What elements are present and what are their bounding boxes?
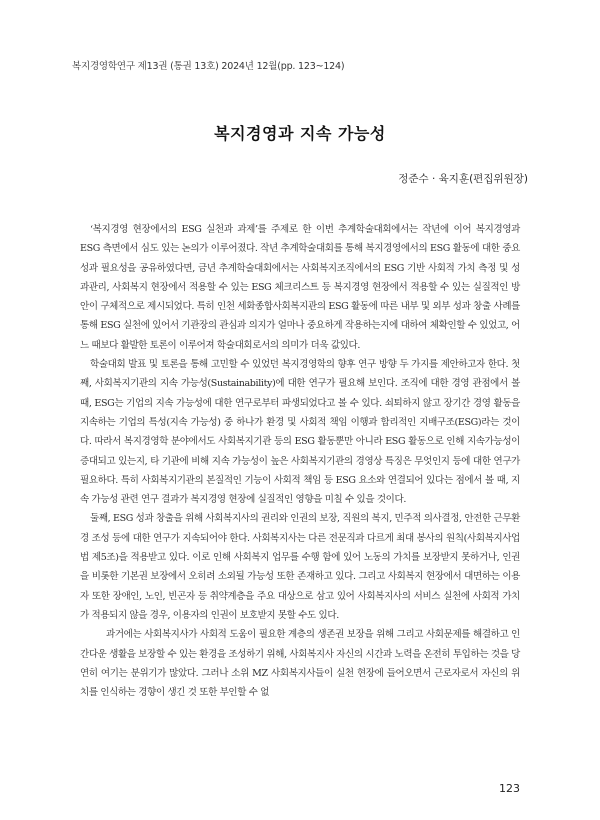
body-paragraph: 둘째, ESG 성과 창출을 위해 사회복지사의 권리와 인권의 보장, 직원의 복지, 민주적 의사결정, 안전한 근무환경 조성 등에 대한 연구가 지속되어야 한다. 사회복지사는 다른 전문직과 다르게 최대 봉사의 원칙(사회복지사업법 제5조)을 적용받고 있다. 이로 인해 사회복지 업무를 수행 함에 있어 노동의 가치를 보장받지 못하거나, 인권을 비롯한 기본권 보장에서 오히려 소외될 가능성 또한 존재하고 있다. 그리고 사회복지 현장에서 대면하는 이용자 또한 장애인, 노인, 빈곤자 등 취약계층을 주요 대상으로 삼고 있어 사회복지사의 서비스 실천에 사회적 가치가 적용되지 않을 경우, 이용자의 인권이 보호받지 못할 수도 있다. (80, 513, 520, 621)
body-paragraph: 과거에는 사회복지사가 사회적 도움이 필요한 계층의 생존권 보장을 위해 그리고 사회문제를 해결하고 인간다운 생활을 보장할 수 있는 환경을 조성하기 위해, 사회복지사 자신의 시간과 노력을 온전히 투입하는 것을 당연히 여기는 분위기가 많았다. 그러나 소위 MZ 사회복지사들이 실천 현장에 들어오면서 근로자로서 자신의 위치를 인식하는 경향이 생긴 것 또한 부인할 수 없 (80, 629, 520, 699)
article-title: 복지경영과 지속 가능성 (214, 124, 386, 143)
body-paragraph: ‘복지경영 현장에서의 ESG 실천과 과제’를 주제로 한 이번 추계학술대회에서는 작년에 이어 복지경영과 ESG 측면에서 심도 있는 논의가 이루어졌다. 작년 추계학술대회를 통해 복지경영에서의 ESG 활동에 대한 중요성과 필요성을 공유하였다면, 금년 추계학술대회에서는 사회복지조직에서의 ESG 기반 사회적 가치 측정 및 성과관리, 사회복지 현장에서 적용할 수 있는 ESG 체크리스트 등 복지경영 현장에서 적용할 수 있는 실질적인 방안이 구체적으로 제시되었다. 특히 인천 세화종합사회복지관의 ESG 활동에 따른 내부 및 외부 성과 창출 사례를 통해 ESG 실천에 있어서 기관장의 관심과 의지가 얼마나 중요하게 작용하는지에 대하여 체확인할 수 있었고, 어느 때보다 활발한 토론이 이루어져 학술대회로서의 의미가 더욱 값있다. (80, 224, 520, 351)
article-authors: 정준수 · 육지훈(편집위원장) (398, 173, 528, 185)
page-number: 123 (499, 782, 520, 795)
running-head: 복지경영학연구 제13권 (통권 13호) 2024년 12월(pp. 123~124) (72, 61, 345, 72)
body-paragraph: 학술대회 발표 및 토론을 통해 고민할 수 있었던 복지경영학의 향후 연구 방향 두 가지를 제안하고자 한다. 첫째, 사회복지기관의 지속 가능성(Sustainability)에 대한 연구가 필요해 보인다. 조직에 대한 경영 관점에서 볼 때, ESG는 기업의 지속 가능성에 대한 연구로부터 파생되었다고 볼 수 있다. 쇠퇴하지 않고 장기간 경영 활동을 지속하는 기업의 특성(지속 가능성) 중 하나가 환경 및 사회적 책임 이행과 합리적인 지배구조(ESG)라는 것이다. 따라서 복지경영학 분야에서도 사회복지기관 등의 ESG 활동뿐만 아니라 ESG 활동으로 인해 지속가능성이 증대되고 있는지, 타 기관에 비해 지속 가능성이 높은 사회복지기관의 경영상 특징은 무엇인지 등에 대한 연구가 필요하다. 특히 사회복지기관의 본질적인 기능이 사회적 책임 등 ESG 요소와 연결되어 있다는 점에서 볼 때, 지속 가능성 관련 연구 결과가 복지경영 현장에 실질적인 영향을 미칠 수 있을 것이다. (80, 359, 520, 506)
article-body (80, 220, 520, 702)
